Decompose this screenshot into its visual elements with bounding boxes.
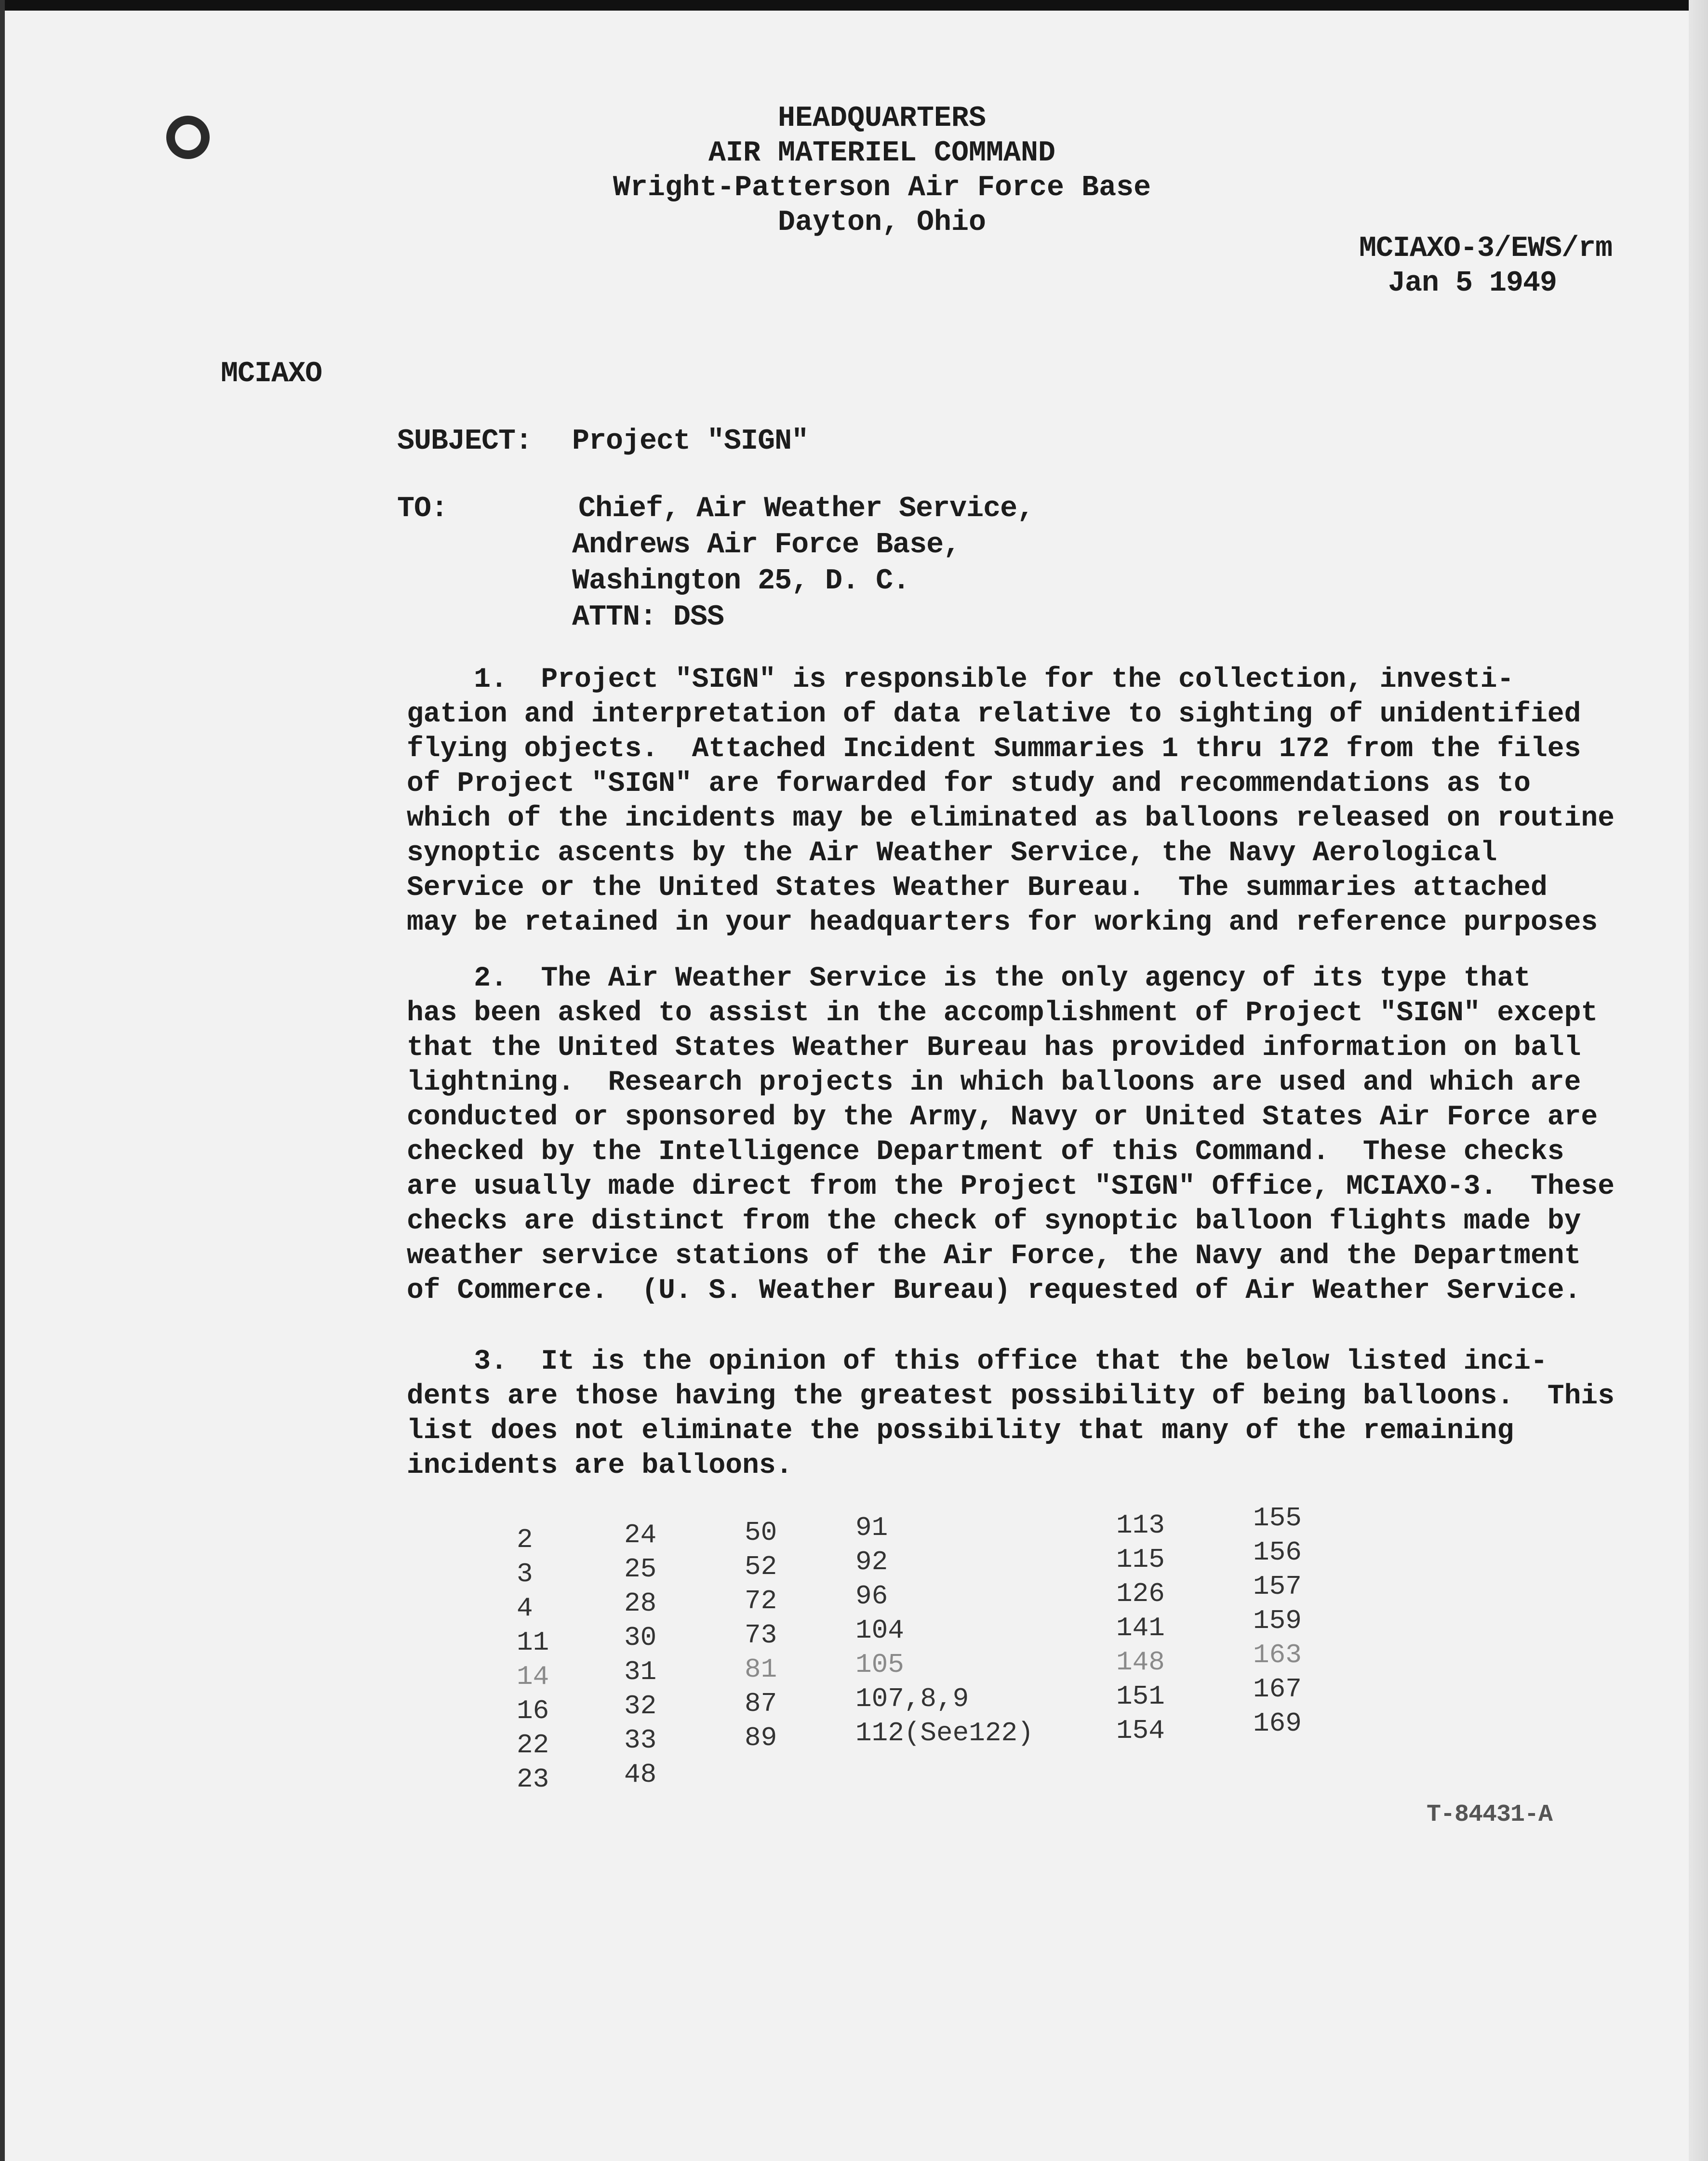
text-line: checks are distinct from the check of synoptic balloon flights made by xyxy=(407,1206,1581,1237)
text-line: which of the incidents may be eliminated as balloons released on routine xyxy=(407,803,1615,834)
to-address-line: Andrews Air Force Base, xyxy=(572,529,961,561)
text-line: conducted or sponsored by the Army, Navy or United States Air Force are xyxy=(407,1102,1598,1133)
incident-number: 48 xyxy=(624,1759,657,1790)
incident-number: 50 xyxy=(745,1517,777,1548)
text-line: incidents are balloons. xyxy=(407,1450,793,1481)
incident-column-6 xyxy=(1253,1501,1302,1741)
incident-number: 155 xyxy=(1253,1503,1302,1534)
incident-number: 157 xyxy=(1253,1571,1302,1602)
paragraph-1 xyxy=(407,663,1679,940)
incident-number: 81 xyxy=(745,1654,777,1685)
subject-label: SUBJECT: xyxy=(397,425,533,458)
incident-number: 89 xyxy=(745,1722,777,1753)
incident-number: 148 xyxy=(1116,1647,1165,1678)
incident-number: 159 xyxy=(1253,1605,1302,1636)
incident-number: 22 xyxy=(517,1730,549,1761)
text-line: that the United States Weather Bureau has provided information on ball xyxy=(407,1032,1581,1064)
letterhead-line: AIR MATERIEL COMMAND xyxy=(708,137,1056,170)
footer-code: T-84431-A xyxy=(1427,1801,1553,1828)
scan-edge-right xyxy=(1689,0,1708,2161)
incident-number: 163 xyxy=(1253,1640,1302,1670)
incident-number: 141 xyxy=(1116,1613,1165,1643)
incident-number: 30 xyxy=(624,1622,657,1653)
text-line: 1. Project "SIGN" is responsible for the collection, investi- xyxy=(407,664,1514,695)
incident-number: 52 xyxy=(745,1551,777,1582)
incident-number: 167 xyxy=(1253,1674,1302,1705)
incident-number: 24 xyxy=(624,1520,657,1550)
incident-number: 105 xyxy=(855,1649,904,1680)
incident-number: 112(See122) xyxy=(855,1718,1034,1748)
incident-number: 87 xyxy=(745,1688,777,1719)
incident-number: 107,8,9 xyxy=(855,1683,969,1714)
incident-number: 113 xyxy=(1116,1510,1165,1541)
office-symbol: MCIAXO xyxy=(221,358,322,390)
incident-number: 4 xyxy=(517,1593,533,1624)
incident-number: 91 xyxy=(855,1512,888,1543)
letterhead-line: Wright-Patterson Air Force Base xyxy=(613,172,1151,204)
incident-number: 23 xyxy=(517,1764,549,1795)
incident-column-5 xyxy=(1116,1508,1165,1748)
letterhead-line: HEADQUARTERS xyxy=(777,102,987,135)
text-line: 3. It is the opinion of this office that the below listed inci- xyxy=(407,1346,1548,1377)
text-line: flying objects. Attached Incident Summaries 1 thru 172 from the files xyxy=(407,734,1581,765)
to-address-line: Washington 25, D. C. xyxy=(572,565,910,598)
incident-number: 72 xyxy=(745,1586,777,1616)
incident-number: 2 xyxy=(517,1524,533,1555)
text-line: may be retained in your headquarters for working and reference purposes xyxy=(407,907,1598,938)
text-line: weather service stations of the Air Force, the Navy and the Department xyxy=(407,1241,1581,1272)
to-address-line: Chief, Air Weather Service, xyxy=(578,493,1034,525)
subject-value: Project "SIGN" xyxy=(572,425,809,458)
incident-number: 151 xyxy=(1116,1681,1165,1712)
incident-column-1 xyxy=(517,1523,549,1797)
reference-code: MCIAXO-3/EWS/rm xyxy=(1359,232,1613,265)
punch-hole-mark xyxy=(166,116,210,159)
text-line: has been asked to assist in the accomplishment of Project "SIGN" except xyxy=(407,998,1598,1029)
incident-number: 11 xyxy=(517,1627,549,1658)
incident-number: 169 xyxy=(1253,1708,1302,1739)
text-line: of Commerce. (U. S. Weather Bureau) requested of Air Weather Service. xyxy=(407,1275,1581,1307)
letterhead-line: Dayton, Ohio xyxy=(777,206,987,239)
incident-column-3 xyxy=(745,1516,777,1755)
paragraph-3 xyxy=(407,1345,1679,1483)
incident-column-2 xyxy=(624,1518,656,1792)
text-line: 2. The Air Weather Service is the only agency of its type that xyxy=(407,963,1531,994)
text-line: lightning. Research projects in which balloons are used and which are xyxy=(407,1067,1581,1098)
text-line: dents are those having the greatest possibility of being balloons. This xyxy=(407,1381,1615,1412)
incident-number: 154 xyxy=(1116,1715,1165,1746)
text-line: gation and interpretation of data relative to sighting of unidentified xyxy=(407,699,1581,730)
text-line: list does not eliminate the possibility that many of the remaining xyxy=(407,1415,1514,1447)
paragraph-2 xyxy=(407,961,1679,1308)
incident-number: 126 xyxy=(1116,1578,1165,1609)
incident-number: 32 xyxy=(624,1691,657,1721)
incident-number: 96 xyxy=(855,1581,888,1612)
incident-number: 104 xyxy=(855,1615,904,1646)
incident-number: 14 xyxy=(517,1661,549,1692)
to-address-line: ATTN: DSS xyxy=(572,601,724,634)
incident-number: 28 xyxy=(624,1588,657,1619)
incident-number: 16 xyxy=(517,1695,549,1726)
text-line: synoptic ascents by the Air Weather Service, the Navy Aerological xyxy=(407,838,1497,869)
incident-number: 73 xyxy=(745,1620,777,1651)
scan-border-left xyxy=(0,0,5,2161)
incident-column-4 xyxy=(855,1511,1034,1750)
incident-number: 31 xyxy=(624,1656,657,1687)
scan-border-top xyxy=(0,0,1708,11)
to-label: TO: xyxy=(397,493,448,525)
incident-number: 3 xyxy=(517,1559,533,1589)
text-line: Service or the United States Weather Bureau. The summaries attached xyxy=(407,872,1548,904)
text-line: checked by the Intelligence Department of this Command. These checks xyxy=(407,1136,1564,1168)
text-line: of Project "SIGN" are forwarded for study and recommendations as to xyxy=(407,768,1531,800)
incident-number: 33 xyxy=(624,1725,657,1756)
incident-number: 92 xyxy=(855,1547,888,1577)
incident-number: 25 xyxy=(624,1554,657,1585)
incident-number: 156 xyxy=(1253,1537,1302,1568)
reference-date: Jan 5 1949 xyxy=(1388,267,1557,300)
incident-number: 115 xyxy=(1116,1544,1165,1575)
text-line: are usually made direct from the Project "SIGN" Office, MCIAXO-3. These xyxy=(407,1171,1615,1202)
